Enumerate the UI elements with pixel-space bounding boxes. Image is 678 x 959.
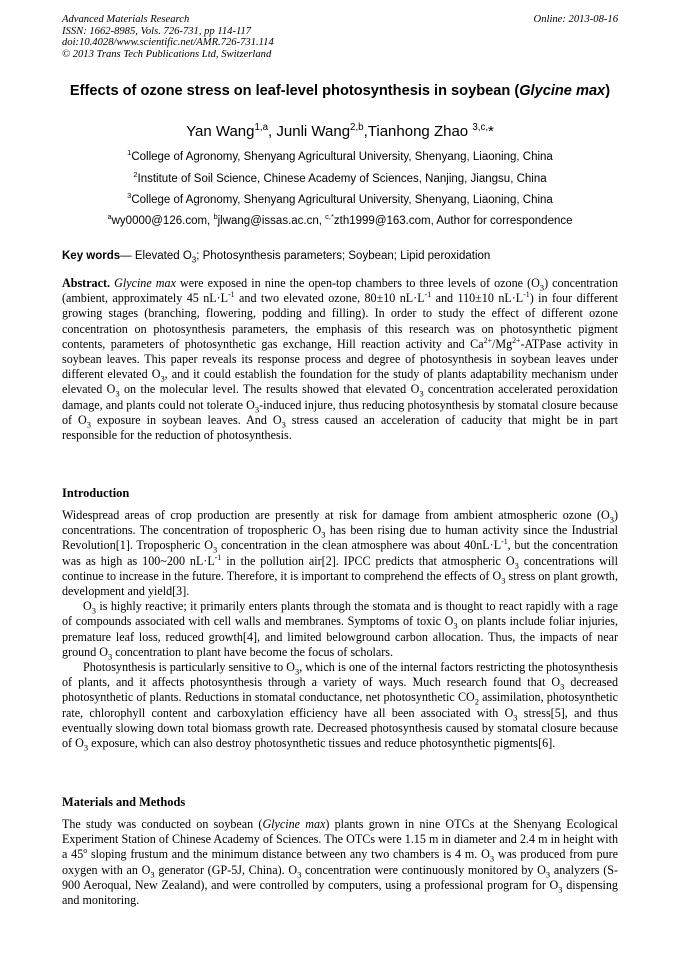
subscript: 3 (83, 742, 89, 753)
abstract-label: Abstract. (62, 276, 111, 290)
subscript: 3 (108, 651, 113, 662)
text: , and it could establish the foundation for the study of plants adaptability mechanism under elevated O (62, 367, 618, 397)
text: concentrations will continue to increase in the future. Therefore, it is important to comprehend the effects of O (62, 553, 619, 583)
affiliation (62, 172, 618, 186)
text: on the molecular level. The results showed that elevated O (119, 382, 420, 397)
title-main: Effects of ozone stress on leaf-level photosynthesis in soybean ( (69, 83, 520, 99)
author-sup: 1,a (254, 122, 269, 133)
subscript: 3 (212, 544, 218, 555)
email-b[interactable]: jlwang@issas.ac.cn, (217, 215, 326, 227)
title-species: Glycine max (519, 83, 606, 99)
text: stress on plant growth, development and yield[3]. (62, 568, 618, 599)
email-sup (325, 212, 334, 221)
text: exposure in soybean leaves. And O (91, 412, 282, 427)
subscript: 3 (191, 255, 197, 265)
subscript: 3 (501, 575, 506, 586)
keywords (62, 249, 618, 263)
text: O (83, 599, 92, 614)
subscript: 3 (539, 282, 545, 293)
text: concentration accelerated peroxidation damage, and plants could not tolerate O (62, 382, 618, 412)
species-name: Glycine max (262, 817, 326, 831)
email-sup: a (107, 212, 112, 222)
text: generator (GP-5J, China). O (154, 862, 298, 877)
email-c[interactable]: zth1999@163.com, Author for correspondence (333, 215, 573, 227)
subscript: 3 (419, 388, 424, 399)
text: ) in four different growing stages (branching, flowering, podding and filling). In order to study the effect of different ozone concentration on photosynthesis parameters, the emphasis of this research was on photosynthetic pigment contents, parameters of photosynthetic gas exchange, Hill reaction activity and Ca (62, 291, 618, 351)
superscript: 2+ (483, 335, 492, 345)
author-sup: 2,b (350, 122, 364, 133)
species-name: Glycine max (114, 276, 176, 290)
text: was produced from pure oxygen with an O (62, 847, 618, 877)
affiliation-num: 3 (127, 191, 132, 201)
subscript: 3 (321, 529, 326, 540)
text: in the pollution air[2]. IPCC predicts that atmospheric O (221, 553, 515, 568)
online-date: Online: 2013-08-16 (533, 14, 618, 25)
text: analyzers (S-900 Aeroqual, New Zealand), and were controlled by computers, using a professional program for O (62, 862, 618, 892)
section-heading-methods: Materials and Methods (62, 795, 186, 809)
text: exposure, which can also destroy photosynthetic tissues and reduce photosynthetic pigments[6]. (88, 736, 556, 751)
text: , but the concentration was as high as 100~200 nL·L (62, 538, 618, 568)
text: -induced injure, thus reducing photosynthesis by stomatal closure because of O (62, 397, 618, 427)
keywords-text: — Elevated O (120, 250, 192, 262)
subscript: 3 (489, 853, 495, 864)
subscript: 3 (294, 666, 300, 677)
journal-issn: ISSN: 1662-8985, Vols. 726-731, pp 114-117 (62, 25, 252, 37)
superscript: -1 (501, 537, 508, 547)
subscript: 3 (514, 560, 519, 571)
keywords-label: Key words (62, 250, 121, 262)
text: concentration in the clean atmosphere was about 40nL·L (217, 538, 502, 553)
subscript: 3 (115, 388, 120, 399)
author-emails (62, 214, 618, 228)
affiliation (62, 193, 618, 207)
methods-body (62, 817, 618, 908)
journal-name: Advanced Materials Research (62, 14, 190, 25)
section-heading-introduction: Introduction (62, 486, 130, 500)
superscript: o (83, 846, 88, 856)
subscript: 3 (281, 419, 286, 430)
text: and two elevated ozone, 80±10 nL·L (234, 291, 425, 306)
text: concentration to plant have become the focus of scholars. (112, 644, 394, 659)
superscript: -1 (523, 290, 530, 300)
author-star: * (488, 123, 494, 140)
abstract-paragraph (62, 276, 618, 443)
author-name: Junli Wang (276, 123, 351, 140)
text: has been rising due to human activity since the Industrial Revolution[1]. Tropospheric O (62, 523, 618, 553)
subscript: 2 (474, 696, 479, 707)
author-sup: 3,c, (472, 122, 489, 133)
author-list (62, 122, 618, 142)
abstract (62, 276, 618, 443)
author-sep: , (363, 123, 368, 140)
text: concentration were continuously monitored by O (301, 862, 546, 877)
email-sup-text: c, (325, 212, 331, 222)
text: stress caused an acceleration of caducity that might be in part responsible for the reduction of photosynthesis. (62, 412, 618, 443)
subscript: 3 (560, 681, 565, 692)
subscript: 3 (545, 869, 551, 880)
affiliation (62, 150, 618, 164)
affiliation-text: College of Agronomy, Shenyang Agricultural University, Shenyang, Liaoning, China (131, 194, 553, 206)
affiliation-text: College of Agronomy, Shenyang Agricultural University, Shenyang, Liaoning, China (131, 151, 553, 163)
journal-copyright: © 2013 Trans Tech Publications Ltd, Switzerland (62, 48, 272, 60)
subscript: 3 (150, 869, 155, 880)
subscript: 3 (558, 884, 563, 895)
affiliation-num: 2 (133, 170, 138, 180)
text: dispensing and monitoring. (62, 877, 618, 908)
author-name: Tianhong Zhao (367, 123, 473, 140)
text: -ATPase activity in soybean leaves. This paper reveals its response process and degree of photosynthesis in soybean leaves under different elevated O (62, 336, 618, 382)
text: ) concentration (ambient, approximately 45 nL·L (62, 276, 618, 306)
text: Widespread areas of crop production are presently at risk for damage from ambient atmospheric ozone (O (62, 508, 610, 522)
paper-title (62, 82, 618, 100)
text: ) plants grown in nine OTCs at the Shenyang Ecological Experiment Station of Chinese Academy of Sciences. The OTCs were 1.15 m in diameter and 2.4 m in height with a 45 (62, 817, 618, 862)
title-close: ) (605, 83, 611, 99)
subscript: 3 (297, 869, 302, 880)
affiliation-text: Institute of Soil Science, Chinese Academy of Sciences, Nanjing, Jiangsu, China (137, 173, 547, 185)
keywords-text: ; Photosynthesis parameters; Soybean; Lipid peroxidation (196, 250, 491, 262)
subscript: 3 (86, 419, 92, 430)
text: were exposed in nine the open-top chambers to three levels of ozone (O (175, 276, 540, 290)
email-sup: b (213, 212, 218, 222)
subscript: 3 (160, 373, 165, 384)
text: sloping frustum and the minimum distance between any two chambers is 4 m. O (87, 847, 490, 862)
text: is highly reactive; it primarily enters plants through the stomata and is thought to react rapidly with a rage of compounds associated with cell walls and membranes. Symptoms of toxic O (62, 599, 618, 629)
methods-paragraph (62, 817, 618, 908)
intro-paragraph-3 (62, 660, 618, 751)
subscript: 3 (254, 404, 260, 415)
superscript: -1 (214, 552, 222, 562)
text: and 110±10 nL·L (431, 291, 524, 306)
intro-paragraph-1 (62, 508, 618, 599)
text: The study was conducted on soybean ( (62, 817, 263, 831)
text: Photosynthesis is particularly sensitive to O (83, 660, 295, 675)
superscript: -1 (228, 290, 235, 300)
affiliation-num: 1 (127, 148, 132, 158)
text: /Mg (491, 336, 513, 351)
subscript: 3 (609, 514, 614, 525)
subscript: 3 (453, 620, 458, 631)
author-sep: , (268, 123, 277, 140)
text: on plants include foliar injuries, premature leaf loss, reduced growth[4], and limited belowground carbon allocation. Thus, the impacts of near ground O (62, 614, 618, 659)
text: ) concentrations. The concentration of tropospheric O (62, 508, 618, 538)
email-star: * (330, 212, 334, 222)
author-name: Yan Wang (186, 123, 255, 140)
subscript: 3 (513, 712, 518, 723)
intro-paragraph-2 (62, 599, 618, 660)
subscript: 3 (91, 605, 96, 616)
text: assimilation, photosynthetic rate, chlorophyll content and carboxylation efficiency have all been associated with O (62, 690, 619, 720)
superscript: 2+ (512, 335, 521, 345)
journal-header (62, 14, 618, 60)
superscript: -1 (424, 290, 432, 300)
text: , which is one of the internal factors restricting the photosynthesis of plants, and it affects photosynthesis through a variety of ways. Much research found that O (62, 660, 618, 690)
email-a[interactable]: wy0000@126.com, (111, 215, 214, 227)
journal-doi: doi:10.4028/www.scientific.net/AMR.726-731.114 (62, 37, 274, 49)
text: decreased photosynthetic of plants. Reductions in stomatal conductance, net photosynthetic CO (62, 675, 618, 705)
text: stress[5], and thus eventually slowing down total biomass growth rate. Decreased photosynthesis caused by stomatal closure because of O (62, 705, 618, 751)
introduction-body (62, 508, 618, 751)
